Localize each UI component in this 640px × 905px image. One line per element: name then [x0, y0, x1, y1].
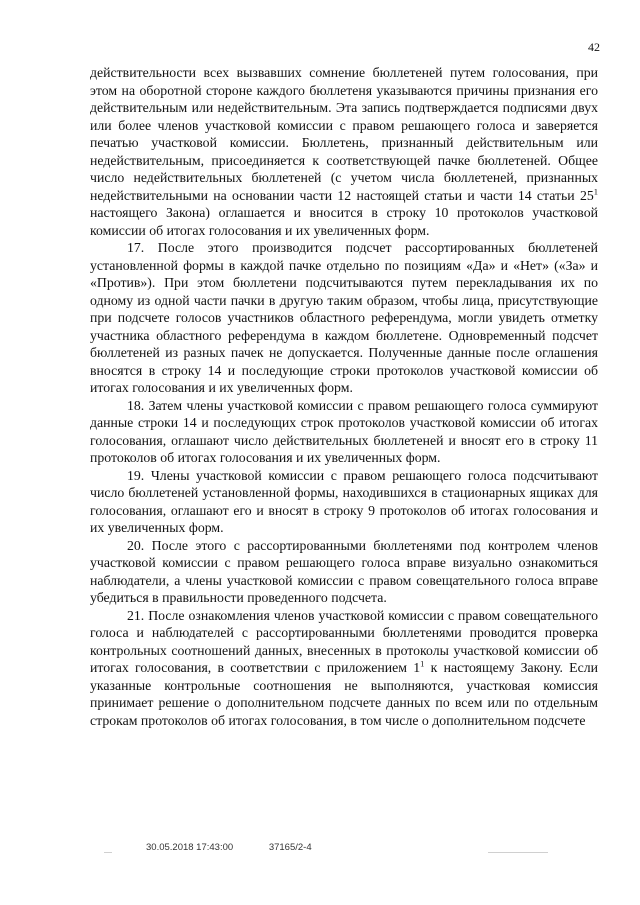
footer-timestamp: 30.05.2018 17:43:00: [146, 842, 234, 853]
footer-stamp: [146, 842, 345, 853]
paragraph-21: [90, 607, 598, 730]
text-segment: 21. После ознакомления членов участковой комиссии с правом совещательного голоса и наблюдателей с рассортированными бюллетенями проводится проверка контрольных соотношений данных, внесенных в протоколы участковой комиссии об итогах голосования, в соответствии с приложением 1: [90, 607, 598, 675]
paragraph-18: 18. Затем члены участковой комиссии с правом решающего голоса суммируют данные строки 14 и последующих строк протоколов участковой комиссии об итогах голосования, оглашают число действительных бюллетеней и вносят его в строку 11 протоколов об итогах голосования и их увеличенных форм.: [90, 397, 598, 465]
body-text: [90, 64, 598, 729]
text-segment: к настоящему Закону. Если указанные контрольные соотношения не выполняются, участковая комиссия принимает решение о дополнительном подсчете данных по всем или по отдельным строкам протоколов об итогах голосования, в том числе о дополнительном подсчете: [90, 660, 598, 728]
paragraph-17: 17. После этого производится подсчет рассортированных бюллетеней установленной формы в каждой пачке отдельно по позициям «Да» и «Нет» («За» и «Против»). При этом бюллетени подсчитываются путем перекладывания их по одному из одной части пачки в другую таким образом, чтобы лица, присутствующие при подсчете голосов участников областного референдума, могли увидеть отметку участника областного референдума в каждом бюллетене. Одновременный подсчет бюллетеней из разных пачек не допускается. Полученные данные после оглашения вносятся в строку 14 и последующие строки протоколов участковой комиссии об итогах голосования и их увеличенных форм.: [90, 240, 598, 395]
paragraph-continuation: [90, 64, 598, 239]
footer-doc-id: 37165/2-4: [268, 842, 312, 853]
scan-mark: [104, 852, 112, 853]
text-segment: действительности всех вызвавших сомнение бюллетеней путем голосования, при этом на оборотной стороне каждого бюллетеня указываются причины признания его действительным или недействительным. Эта запись подтверждается подписями двух или более членов участковой комиссии с правом решающего голоса и заверяется печатью участковой комиссии. Бюллетень, признанный действительным или недействительным, присоединяется к соответствующей пачке бюллетеней. Общее число недействительных бюллетеней (с учетом числа бюллетеней, признанных недействительными на основании части 12 настоящей статьи и части 14 статьи 25: [90, 65, 598, 203]
paragraph-20: 20. После этого с рассортированными бюллетенями под контролем членов участковой комиссии с правом решающего голоса вправе визуально ознакомиться наблюдатели, а члены участковой комиссии с правом совещательного голоса вправе убедиться в правильности проведенного подсчета.: [90, 537, 598, 605]
superscript: 1: [593, 185, 598, 196]
superscript: 1: [420, 658, 425, 669]
text-segment: настоящего Закона) оглашается и вносится в строку 10 протоколов участковой комиссии об итогах голосования и их увеличенных форм.: [90, 205, 598, 238]
scan-mark: [488, 852, 548, 853]
page-number: 42: [588, 40, 600, 54]
paragraph-19: 19. Члены участковой комиссии с правом решающего голоса подсчитывают число бюллетеней установленной формы, находившихся в стационарных ящиках для голосования, оглашают его и вносят в строку 9 протоколов об итогах голосования и их увеличенных форм.: [90, 467, 598, 535]
